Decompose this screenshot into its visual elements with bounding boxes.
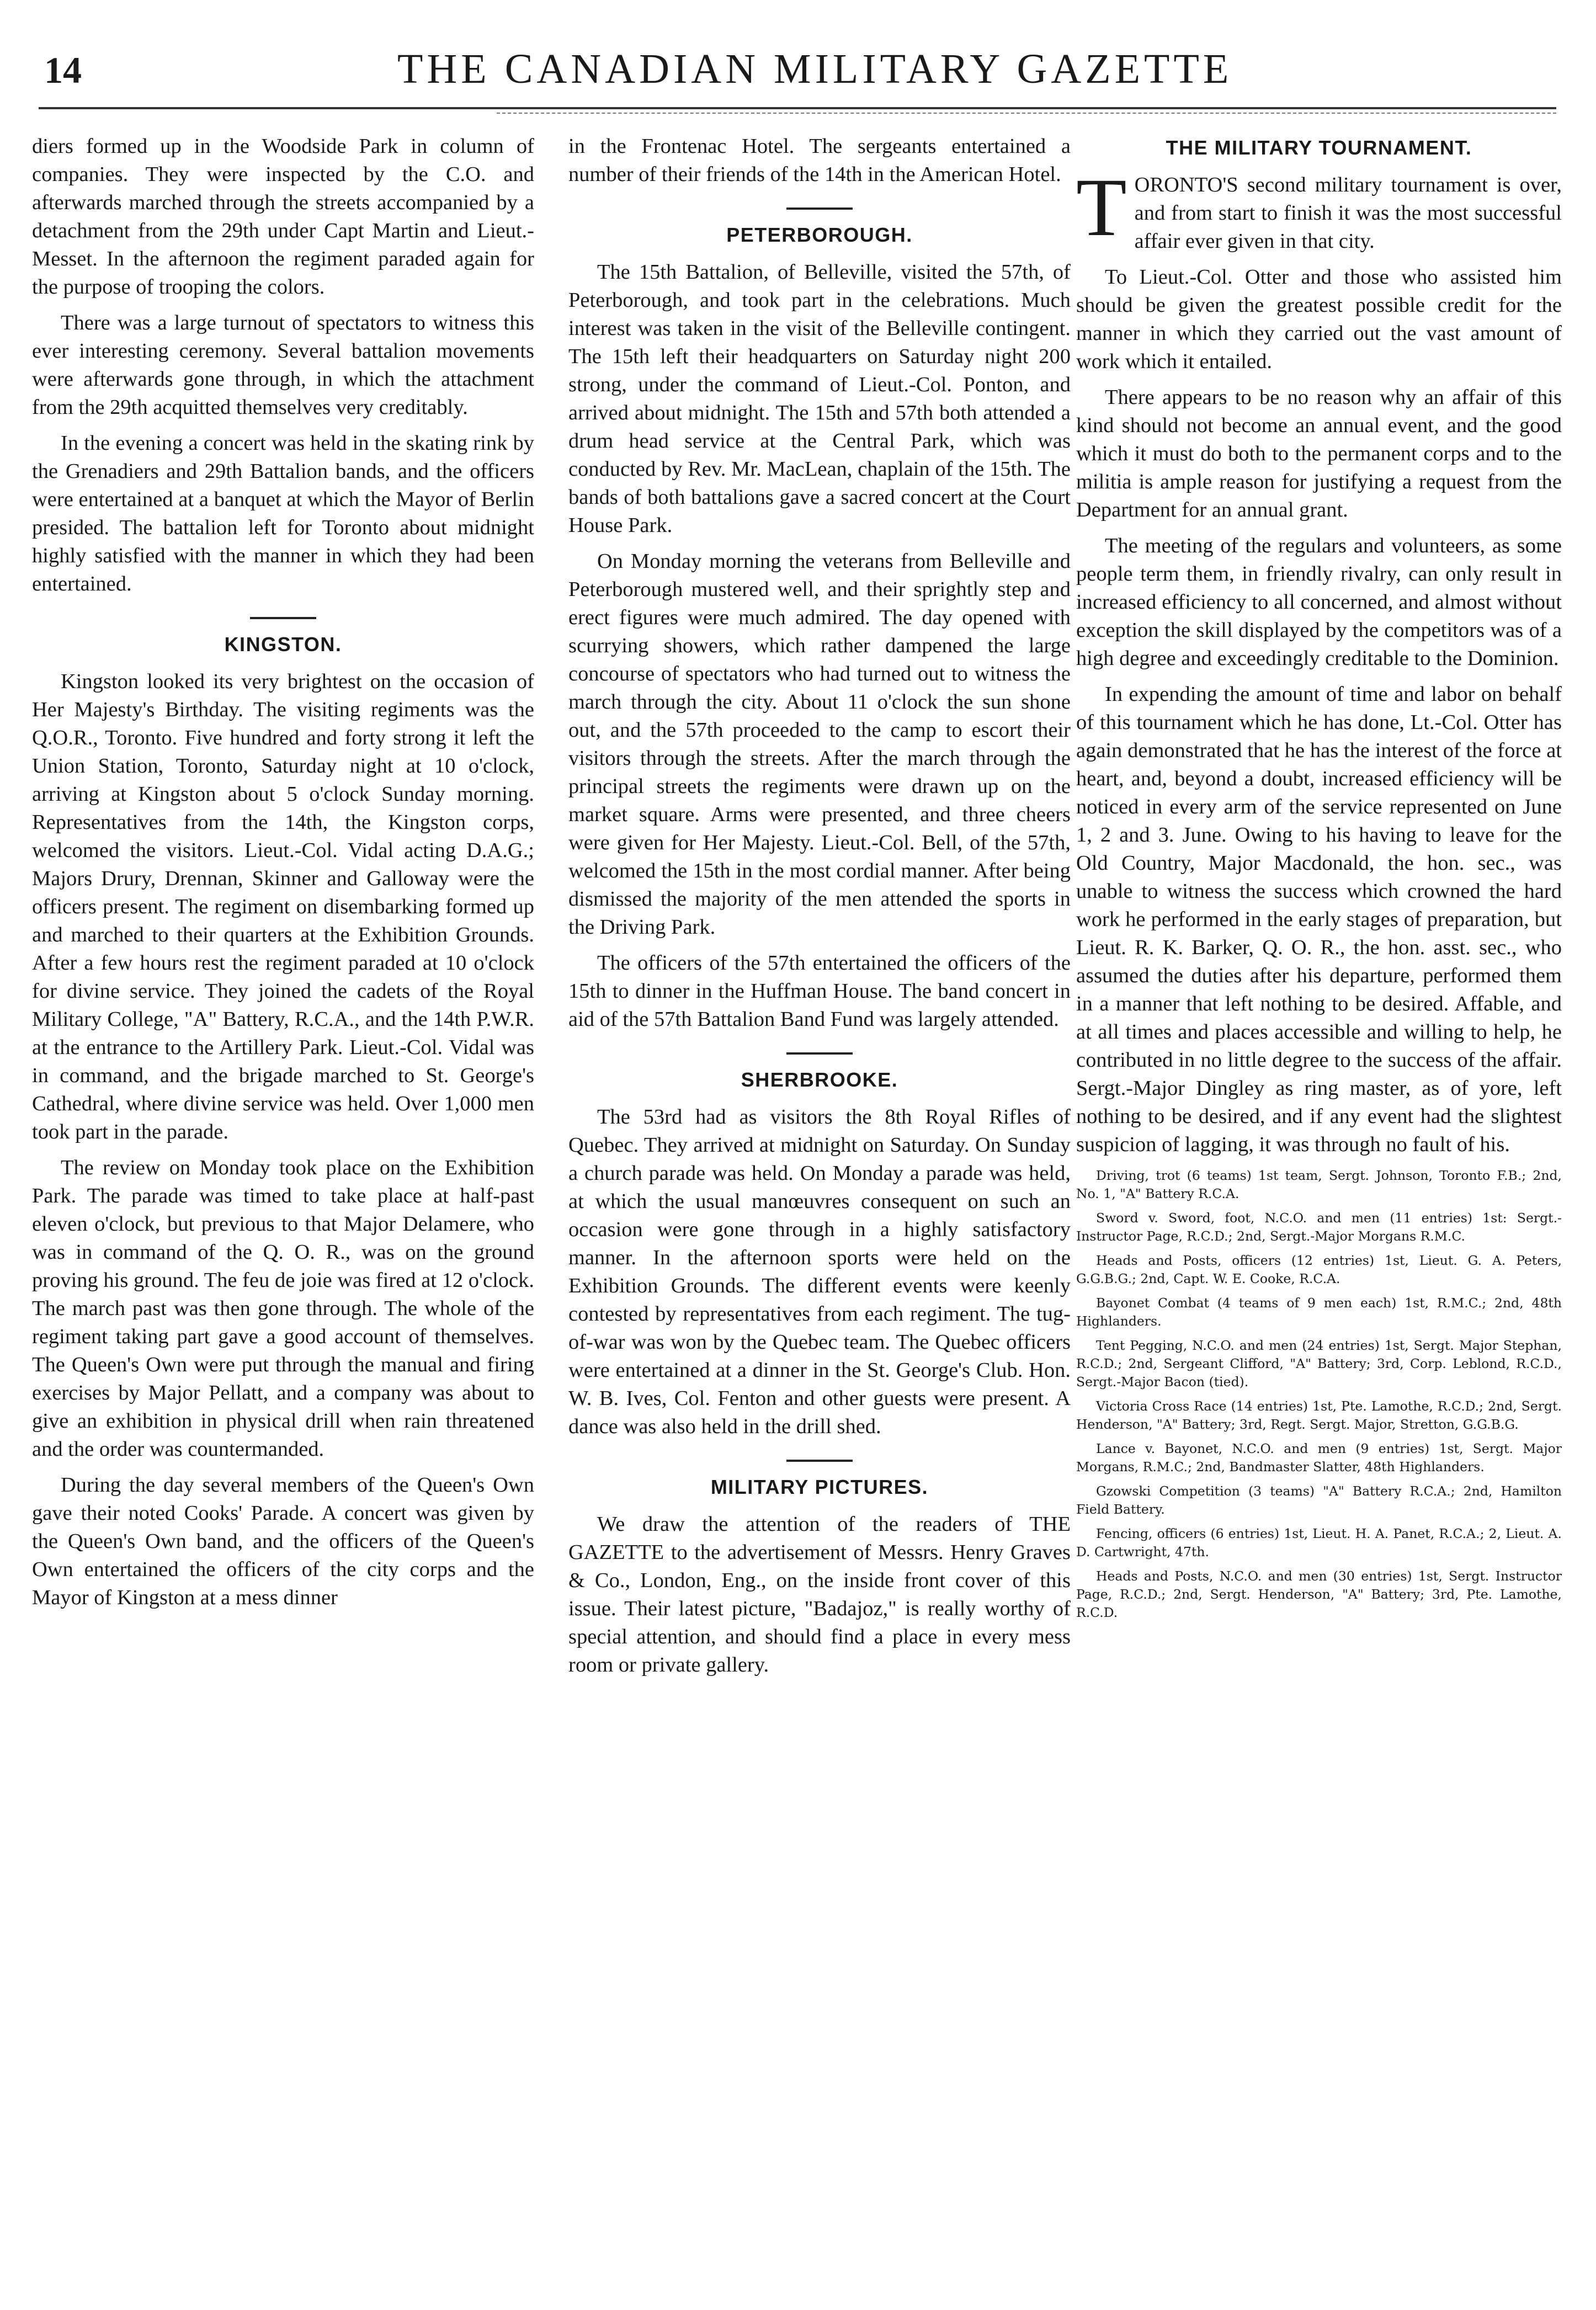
section-separator (786, 1460, 853, 1462)
result-entry: Victoria Cross Race (14 entries) 1st, Pte. Lamothe, R.C.D.; 2nd, Sergt. Henderson, "A" Battery; 3rd, Regt. Sergt. Major, Stretton, G.G.B.G. (1076, 1398, 1562, 1432)
paragraph: The review on Monday took place on the Exhibition Park. The parade was timed to take place at half-past eleven o'clock, but previous to that Major Delamere, who was in command of the Q. O. R., was on the ground proving his ground. The feu de joie was fired at 12 o'clock. The march past was then gone through. The whole of the regiment taking part gave a good account of themselves. The Queen's Own were put through the manual and firing exercises by Major Pellatt, and a company was about to give an exhibition in physical drill when rain threatened and the order was countermanded. (32, 1156, 534, 1461)
paragraph: Kingston looked its very brightest on the occasion of Her Majesty's Birthday. The visiting regiments was the Q.O.R., Toronto. Five hundred and forty strong it left the Union Station, Toronto, Saturday night at 10 o'clock, arriving at Kingston about 5 o'clock Sunday morning. Representatives from the 14th, the Kingston corps, welcomed the visitors. Lieut.-Col. Vidal acting D.A.G.; Majors Drury, Drennan, Skinner and Galloway were the officers present. The regiment on disembarking formed up and marched to their quarters at the Exhibition Grounds. After a few hours rest the regiment paraded at 10 o'clock for divine service. They joined the cadets of the Royal Military College, "A" Battery, R.C.A., and the 14th P.W.R. at the entrance to the Artillery Park. Lieut.-Col. Vidal was in command, and the brigade marched to St. George's Cathedral, where divine service was held. Over 1,000 men took part in the parade. (32, 670, 534, 1143)
paragraph: The officers of the 57th entertained the officers of the 15th to dinner in the Huffman House. The band concert in aid of the 57th Battalion Band Fund was largely attended. (568, 951, 1071, 1031)
paragraph: There appears to be no reason why an affair of this kind should not become an annual event, and the good which it must do both to the permanent corps and to the militia is ample reason for justifying a request from the Department for an annual grant. (1076, 386, 1562, 521)
result-entry: Driving, trot (6 teams) 1st team, Sergt. Johnson, Toronto F.B.; 2nd, No. 1, "A" Battery R.C.A. (1076, 1168, 1562, 1201)
result-entry: Sword v. Sword, foot, N.C.O. and men (11 entries) 1st: Sergt.-Instructor Page, R.C.D.; 2nd, Sergt.-Major Morgans R.M.C. (1076, 1210, 1562, 1244)
section-separator (786, 207, 853, 210)
paragraph: The meeting of the regulars and volunteers, as some people term them, in friendly rivalry, can only result in increased efficiency to all concerned, and almost without exception the skill displayed by the competitors was of a high degree and exceedingly creditable to the Dominion. (1076, 534, 1562, 670)
result-entry: Lance v. Bayonet, N.C.O. and men (9 entries) 1st, Sergt. Major Morgans, R.M.C.; 2nd, Bandmaster Slatter, 48th Highlanders. (1076, 1441, 1562, 1475)
masthead-title: THE CANADIAN MILITARY GAZETTE (397, 46, 1233, 92)
result-entry: Tent Pegging, N.C.O. and men (24 entries) 1st, Sergt. Major Stephan, R.C.D.; 2nd, Sergeant Clifford, "A" Battery; 3rd, Corp. Leblond, R.C.D., Sergt.-Major Bacon (tied). (1076, 1338, 1562, 1390)
page-number: 14 (44, 49, 82, 91)
paragraph: In the evening a concert was held in the skating rink by the Grenadiers and 29th Battalion bands, and the officers were entertained at a banquet at which the Mayor of Berlin presided. The battalion left for Toronto about midnight highly satisfied with the manner in which they had been entertained. (32, 432, 534, 595)
tournament-results (1076, 1167, 1562, 1622)
result-entry: Bayonet Combat (4 teams of 9 men each) 1st, R.M.C.; 2nd, 48th Highlanders. (1076, 1295, 1562, 1329)
section-heading-military-tournament: THE MILITARY TOURNAMENT. (1166, 136, 1472, 159)
section-heading-peterborough: PETERBOROUGH. (726, 223, 913, 246)
paragraph: On Monday morning the veterans from Belleville and Peterborough mustered well, and their sprightly step and erect figures were much admired. The day opened with scurrying showers, which rather dampened the large concourse of spectators who had turned out to witness the march through the city. About 11 o'clock the sun shone out, and the 57th proceeded to the camp to escort their visitors through the streets. After the march through the principal streets the regiments were drawn up on the market square. Arms were presented, and three cheers were given for Her Majesty. Lieut.-Col. Bell, of the 57th, welcomed the 15th in the most cordial manner. After being dismissed the majority of the men attended the sports in the Driving Park. (568, 550, 1071, 939)
paragraph: In expending the amount of time and labor on behalf of this tournament which he has done, Lt.-Col. Otter has again demonstrated that he has the interest of the force at heart, and, beyond a doubt, increased efficiency will be noticed in every arm of the service represented on June 1, 2 and 3. June. Owing to his having to leave for the Old Country, Major Macdonald, the hon. sec., was unable to witness the success which crowned the hard work he performed in the early stages of preparation, but Lieut. R. K. Barker, Q. O. R., the hon. asst. sec., who assumed the duties after his departure, performed them in a manner that left nothing to be desired. Affable, and at all times and places accessible and willing to help, he contributed in no little degree to the success of the affair. Sergt.-Major Dingley as ring master, as of yore, left nothing to be desired, and if any event had the slightest suspicion of lagging, it was through no fault of his. (1076, 683, 1562, 1156)
paragraph: We draw the attention of the readers of THE GAZETTE to the advertisement of Messrs. Henry Graves & Co., London, Eng., on the inside front cover of this issue. Their latest picture, "Badajoz," is really worthy of special attention, and should find a place in every mess room or private gallery. (568, 1513, 1071, 1676)
section-heading-military-pictures: MILITARY PICTURES. (710, 1476, 929, 1498)
paragraph: To Lieut.-Col. Otter and those who assisted him should be given the greatest possible credit for the manner in which they carried out the vast amount of work which it entailed. (1076, 265, 1562, 373)
column-3 (1076, 132, 1562, 2285)
paragraph-text: ORONTO'S second military tournament is over, and from start to finish it was the most successful affair ever given in that city. (1134, 173, 1562, 253)
section-separator (250, 617, 316, 619)
result-entry: Heads and Posts, N.C.O. and men (30 entries) 1st, Sergt. Instructor Page, R.C.D.; 2nd, Sergt. Henderson, "A" Battery; 3rd, Pte. Lamothe, R.C.D. (1076, 1568, 1562, 1620)
section-separator (786, 1052, 853, 1055)
paragraph: diers formed up in the Woodside Park in column of companies. They were inspected by the C.O. and afterwards marched through the streets accompanied by a detachment from the 29th under Capt Martin and Lieut.-Messet. In the afternoon the regiment paraded again for the purpose of trooping the colors. (32, 135, 534, 299)
section-heading-sherbrooke: SHERBROOKE. (741, 1068, 898, 1091)
result-entry: Heads and Posts, officers (12 entries) 1st, Lieut. G. A. Peters, G.G.B.G.; 2nd, Capt. W. E. Cooke, R.C.A. (1076, 1253, 1562, 1286)
paragraph (1076, 162, 1562, 256)
header-rule (39, 107, 1556, 109)
paragraph: The 15th Battalion, of Belleville, visited the 57th, of Peterborough, and took part in the celebrations. Much interest was taken in the visit of the Belleville contingent. The 15th left their headquarters on Saturday night 200 strong, under the command of Lieut.-Col. Ponton, and arrived about midnight. The 15th and 57th both attended a drum head service at the Central Park, which was conducted by Rev. Mr. MacLean, chaplain of the 15th. The bands of both battalions gave a sacred concert at the Court House Park. (568, 260, 1071, 537)
result-entry: Gzowski Competition (3 teams) "A" Battery R.C.A.; 2nd, Hamilton Field Battery. (1076, 1483, 1562, 1517)
paragraph: There was a large turnout of spectators to witness this ever interesting ceremony. Several battalion movements were afterwards gone through, in which the attachment from the 29th acquitted themselves very creditably. (32, 311, 534, 419)
column-1 (32, 132, 534, 2285)
header-rule-dashed (497, 113, 1556, 114)
column-2 (568, 132, 1071, 2285)
result-entry: Fencing, officers (6 entries) 1st, Lieut. H. A. Panet, R.C.A.; 2, Lieut. A. D. Cartwright, 47th. (1076, 1526, 1562, 1559)
section-heading-kingston: KINGSTON. (224, 633, 342, 656)
paragraph: in the Frontenac Hotel. The sergeants entertained a number of their friends of the 14th in the American Hotel. (568, 135, 1071, 186)
paragraph: The 53rd had as visitors the 8th Royal Rifles of Quebec. They arrived at midnight on Saturday. On Sunday a church parade was held. On Monday a parade was held, at which the usual manœuvres consequent on such an occasion were gone through in a highly satisfactory manner. In the afternoon sports were held on the Exhibition Grounds. The different events were keenly contested by representatives from each regiment. The tug-of-war was won by the Quebec team. The Quebec officers were entertained at a dinner in the St. George's Club. Hon. W. B. Ives, Col. Fenton and other guests were present. A dance was also held in the drill shed. (568, 1105, 1071, 1438)
paragraph: During the day several members of the Queen's Own gave their noted Cooks' Parade. A concert was given by the Queen's Own band, and the officers of the Queen's Own entertained the officers of the city corps and the Mayor of Kingston at a mess dinner (32, 1473, 534, 1609)
drop-cap: T (1076, 162, 1127, 253)
